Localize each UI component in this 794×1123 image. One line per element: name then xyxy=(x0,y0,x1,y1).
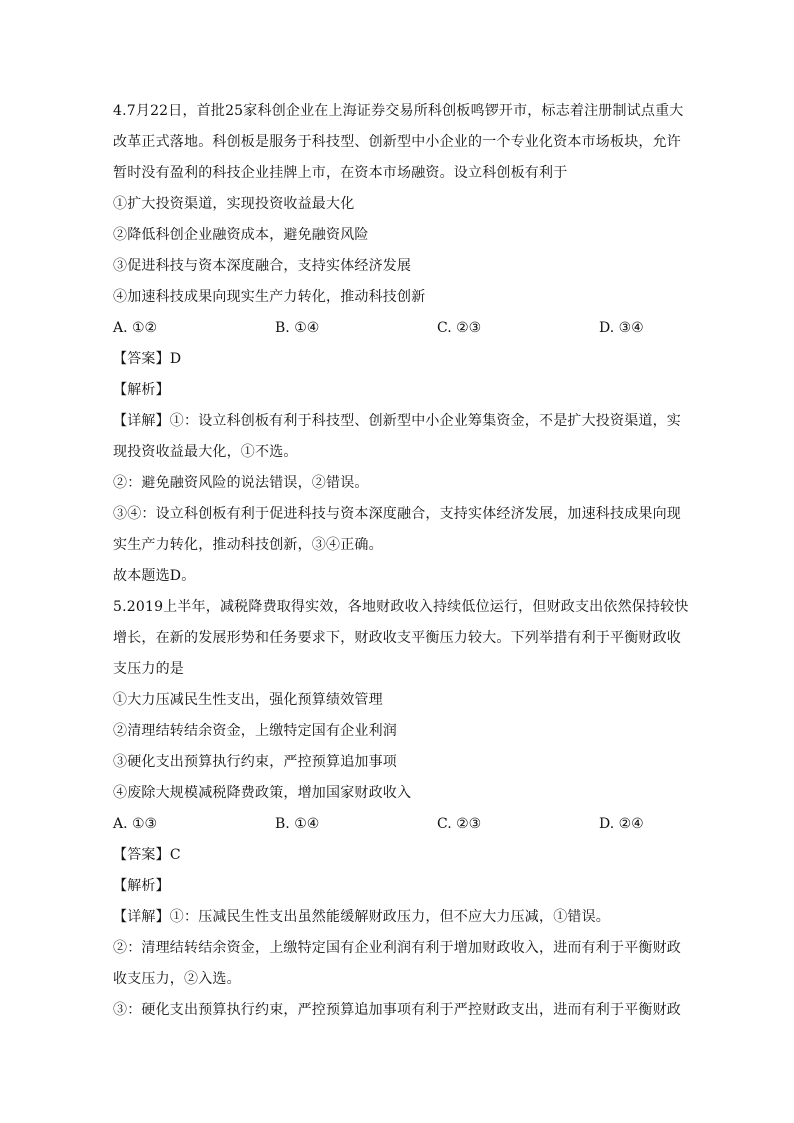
q5-options xyxy=(113,809,688,840)
q5-item-1: ①大力压减民生性支出，强化预算绩效管理 xyxy=(113,692,383,708)
q4-item-4: ④加速科技成果向现实生产力转化，推动科技创新 xyxy=(113,289,426,305)
q5-detail-line-4: ③：硬化支出预算执行约束，严控预算追加事项有利于严控财政支出，进而有利于平衡财政 xyxy=(113,1002,681,1018)
q5-item-4: ④废除大规模减税降费政策，增加国家财政收入 xyxy=(113,785,412,801)
q4-option-b: B. ①④ xyxy=(275,320,320,336)
q5-stem-line-3: 支压力的是 xyxy=(113,661,184,677)
q5-answer-label: 【答案】 xyxy=(113,847,170,863)
q4-detail-line-2: 现投资收益最大化，①不选。 xyxy=(113,444,298,460)
q4-item-1: ①扩大投资渠道，实现投资收益最大化 xyxy=(113,196,355,212)
question-4 xyxy=(113,96,688,592)
q4-detail-line-3: ②：避免融资风险的说法错误，②错误。 xyxy=(113,475,369,491)
q4-item-3: ③促进科技与资本深度融合，支持实体经济发展 xyxy=(113,258,412,274)
q5-analysis-label: 【解析】 xyxy=(113,878,170,894)
q5-option-a: A. ①③ xyxy=(113,816,158,832)
q5-answer-value: C xyxy=(169,847,181,863)
document-body xyxy=(113,96,688,1026)
q4-detail-line-6: 故本题选D。 xyxy=(113,568,196,584)
q4-detail-line-5: 实生产力转化，推动科技创新，③④正确。 xyxy=(113,537,383,553)
q4-option-c: C. ②③ xyxy=(437,320,482,336)
q5-detail-line-3: 收支压力，②入选。 xyxy=(113,971,241,987)
q4-stem-line-1: 4.7月22日，首批25家科创企业在上海证券交易所科创板鸣锣开市，标志着注册制试点重大 xyxy=(113,103,684,119)
q4-answer-label: 【答案】 xyxy=(113,351,170,367)
q5-detail-line-2: ②：清理结转结余资金，上缴特定国有企业利润有利于增加财政收入，进而有利于平衡财政 xyxy=(113,940,681,956)
q5-item-3: ③硬化支出预算执行约束，严控预算追加事项 xyxy=(113,754,397,770)
q4-detail-line-4: ③④：设立科创板有利于促进科技与资本深度融合，支持实体经济发展，加速科技成果向现 xyxy=(113,506,681,522)
q4-detail-line-1: 【详解】①：设立科创板有利于科技型、创新型中小企业筹集资金，不是扩大投资渠道，实 xyxy=(113,413,681,429)
q5-stem-line-2: 增长，在新的发展形势和任务要求下，财政收支平衡压力较大。下列举措有利于平衡财政收 xyxy=(113,630,681,646)
question-5 xyxy=(113,592,688,1026)
q4-option-d: D. ③④ xyxy=(599,320,644,336)
q5-stem-line-1: 5.2019上半年，减税降费取得实效，各地财政收入持续低位运行，但财政支出依然保持较快 xyxy=(113,599,689,615)
q4-stem-line-2: 改革正式落地。科创板是服务于科技型、创新型中小企业的一个专业化资本市场板块，允许 xyxy=(113,134,681,150)
q5-option-c: C. ②③ xyxy=(437,816,482,832)
q4-options xyxy=(113,313,688,344)
q5-option-b: B. ①④ xyxy=(275,816,320,832)
q4-answer xyxy=(113,344,688,375)
q4-item-2: ②降低科创企业融资成本，避免融资风险 xyxy=(113,227,369,243)
q4-answer-value: D xyxy=(169,351,182,367)
q5-item-2: ②清理结转结余资金，上缴特定国有企业利润 xyxy=(113,723,397,739)
q5-option-d: D. ②④ xyxy=(599,816,644,832)
q4-option-a: A. ①② xyxy=(113,320,158,336)
q4-analysis-label: 【解析】 xyxy=(113,382,170,398)
q4-stem-line-3: 暂时没有盈利的科技企业挂牌上市，在资本市场融资。设立科创板有利于 xyxy=(113,165,568,181)
q5-answer xyxy=(113,840,688,871)
q5-detail-line-1: 【详解】①：压减民生性支出虽然能缓解财政压力，但不应大力压减，①错误。 xyxy=(113,909,610,925)
